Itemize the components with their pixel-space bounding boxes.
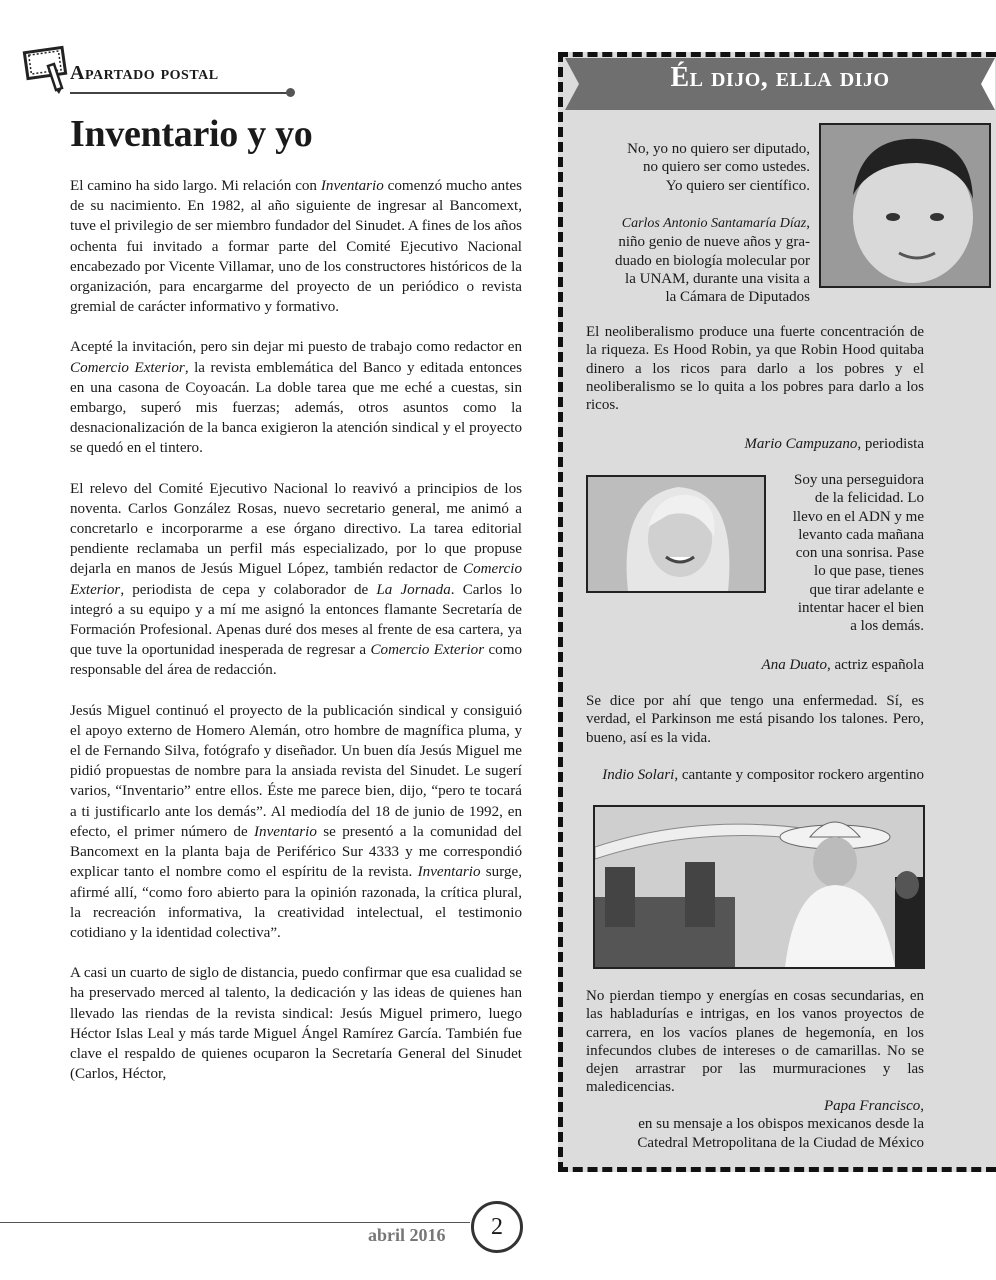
quote-5-text: No pierdan tiempo y energías en cosas secundarias, en las habladurías e intrigas, en los vanos proyectos de carrera, en los vacíos planes de hegemonía, en los infecundos clubes de intereses o de camarillas. No se dejen arrastrar por las murmuraciones y las maledicencias. (586, 988, 924, 1096)
italic-title: La Jornada (376, 581, 451, 598)
quote-4-author: Indio Solari (602, 767, 675, 783)
article-paragraph: El relevo del Comité Ejecutivo Nacional lo reavivó a principios de los noventa. Carlos González Rosas, nuevo secretario general, me animó a concretarlo e incorporarme a ese órgano directivo. La tarea editorial pendiente reclamaba un perfil más especializado, por lo que propuse dejarla en manos de Jesús Miguel López, también redactor de Comercio Exterior, periodista de cepa y colaborador de La Jornada. Carlos lo integró a su equipo y a mí me asignó la entonces flamante Secretaría de Formación Profesional. Apenas duré dos meses al frente de esa cartera, ya que tuve la oportunidad inesperada de regresar a Comercio Exterior como responsable del área de redacción. (70, 480, 522, 679)
photo-woman (586, 475, 766, 593)
quote-5-attribution: Papa Francisco, en su mensaje a los obispos mexicanos desde la Catedral Metropolitana de la Ciudad de México (637, 1098, 924, 1151)
quote-3-author: Ana Duato (761, 657, 827, 673)
quote-3-attribution: Ana Duato, actriz española (761, 657, 924, 673)
issue-date: abril 2016 (368, 1225, 446, 1245)
quote-5-author: Papa Francisco (824, 1098, 921, 1114)
article-paragraph: Jesús Miguel continuó el proyecto de la publicación sindical y consiguió el apoyo externo de Homero Alemán, otro hombre de magnífica pluma, y el de Fernando Silva, fotógrafo y diseñador. Un buen día Jesús Miguel me pidió propuestas de nombre para la ansiada revista del Sinudet. Le sugerí varios, “Inventario” entre ellos. Éste me parece bien, dijo, “pero te tocará a ti justificarlo ante los demás”. Al mediodía del 18 de junio de 1992, en efecto, el primer número de Inventario se presentó a la comunidad del Bancomext en la planta baja de Periférico Sur 4333 y me correspondió explicar tanto el nombre como el espíritu de la revista. Inventario surge, afirmé allí, “como foro abierto para la opinión razonada, la crítica plural, la recreación informativa, la creatividad intelectual, el testimonio cotidiano y la identidad colectiva”. (70, 702, 522, 941)
section-rule-dot (286, 88, 295, 97)
quote-2-author: Mario Campuzano (744, 436, 858, 452)
italic-title: Comercio Exterior (70, 561, 522, 598)
quote-4-text: Se dice por ahí que tengo una enfermedad. Sí, es verdad, el Parkinson me está pisando los talones. Pero, bueno, así es la vida. (586, 693, 924, 746)
italic-title: Inventario (254, 823, 317, 840)
boy-portrait-image (821, 125, 989, 286)
article-body (70, 176, 522, 1104)
quote-3-text: Soy una perseguidora de la felicidad. Lo llevo en el ADN y me levanto cada mañana con una sonrisa. Pase lo que pase, tienes que tirar adelante e intentar hacer el bien a los demás. (792, 472, 924, 635)
italic-title: Inventario (320, 178, 384, 194)
sidebar-title: Él dijo, ella dijo (670, 62, 890, 93)
footer-rule (0, 1222, 470, 1223)
photo-boy (819, 123, 991, 288)
quote-2-attribution: Mario Campuzano, periodista (744, 436, 924, 452)
quote-1-text: No, yo no quiero ser diputado, no quiero ser como ustedes. Yo quiero ser científico. (627, 141, 810, 194)
page-number: 2 (471, 1201, 523, 1253)
section-title: Apartado postal (70, 62, 219, 84)
photo-pope (593, 805, 925, 969)
article-paragraph: El camino ha sido largo. Mi relación con Inventario comenzó mucho antes de su nacimiento. En 1982, al año siguiente de ingresar al Bancomext, tuve el privilegio de ser miembro fundador del Sinudet. A fines de los años ochenta fui invitado a formar parte del Comité Ejecutivo Nacional encabezado por Vicente Villamar, uno de los constructores históricos de la organización, para encargarme del proyecto de un periódico o revista gremial de carácter informativo y formativo. (70, 178, 522, 316)
woman-portrait-image (588, 477, 764, 591)
section-rule (70, 92, 290, 94)
article-paragraph: Acepté la invitación, pero sin dejar mi puesto de trabajo como redactor en Comercio Exterior, la revista emblemática del Banco y editada entonces en una casona de Coyoacán. La doble tarea que me eché a cuestas, sin embargo, superó mis fuerzas; además, otros asuntos como la desnacionalización de la banca exigieron la atención sindical y el proyecto se quedó en el tintero. (70, 339, 523, 457)
pencil-and-frame-icon (22, 44, 70, 94)
pope-cathedral-image (595, 807, 923, 967)
italic-title: Inventario (417, 864, 481, 881)
quote-4-attribution: Indio Solari, cantante y compositor rockero argentino (602, 767, 924, 783)
quote-1-attribution: Carlos Antonio Santamaría Díaz, niño genio de nueve años y gra- duado en biología molecular por la UNAM, durante una visita a la Cámara de Diputados (615, 215, 810, 306)
italic-title: Comercio Exterior (70, 359, 185, 376)
italic-title: Comercio Exterior (370, 642, 485, 659)
article-title: Inventario y yo (70, 113, 313, 155)
article-paragraph: A casi un cuarto de siglo de distancia, puedo confirmar que esa cualidad se ha preservado merced al talento, la dedicación y las ideas de quienes han llevado las riendas de la revista sindical: Jesús Miguel primero, luego Héctor Islas Leal y más tarde Miguel Ángel Ramírez García. También fue clave el respaldo de quienes ocuparon la Secretaría General del Sinudet (Carlos, Héctor, (70, 965, 522, 1083)
quote-2-text: El neoliberalismo produce una fuerte concentración de la riqueza. Es Hood Robin, ya que Robin Hood quitaba dinero a los ricos para darlo a los pobres y el neoliberalismo se lo quita a los pobres para darlo a los ricos. (586, 324, 924, 414)
quote-1-author: Carlos Antonio Santamaría Díaz (621, 216, 807, 231)
